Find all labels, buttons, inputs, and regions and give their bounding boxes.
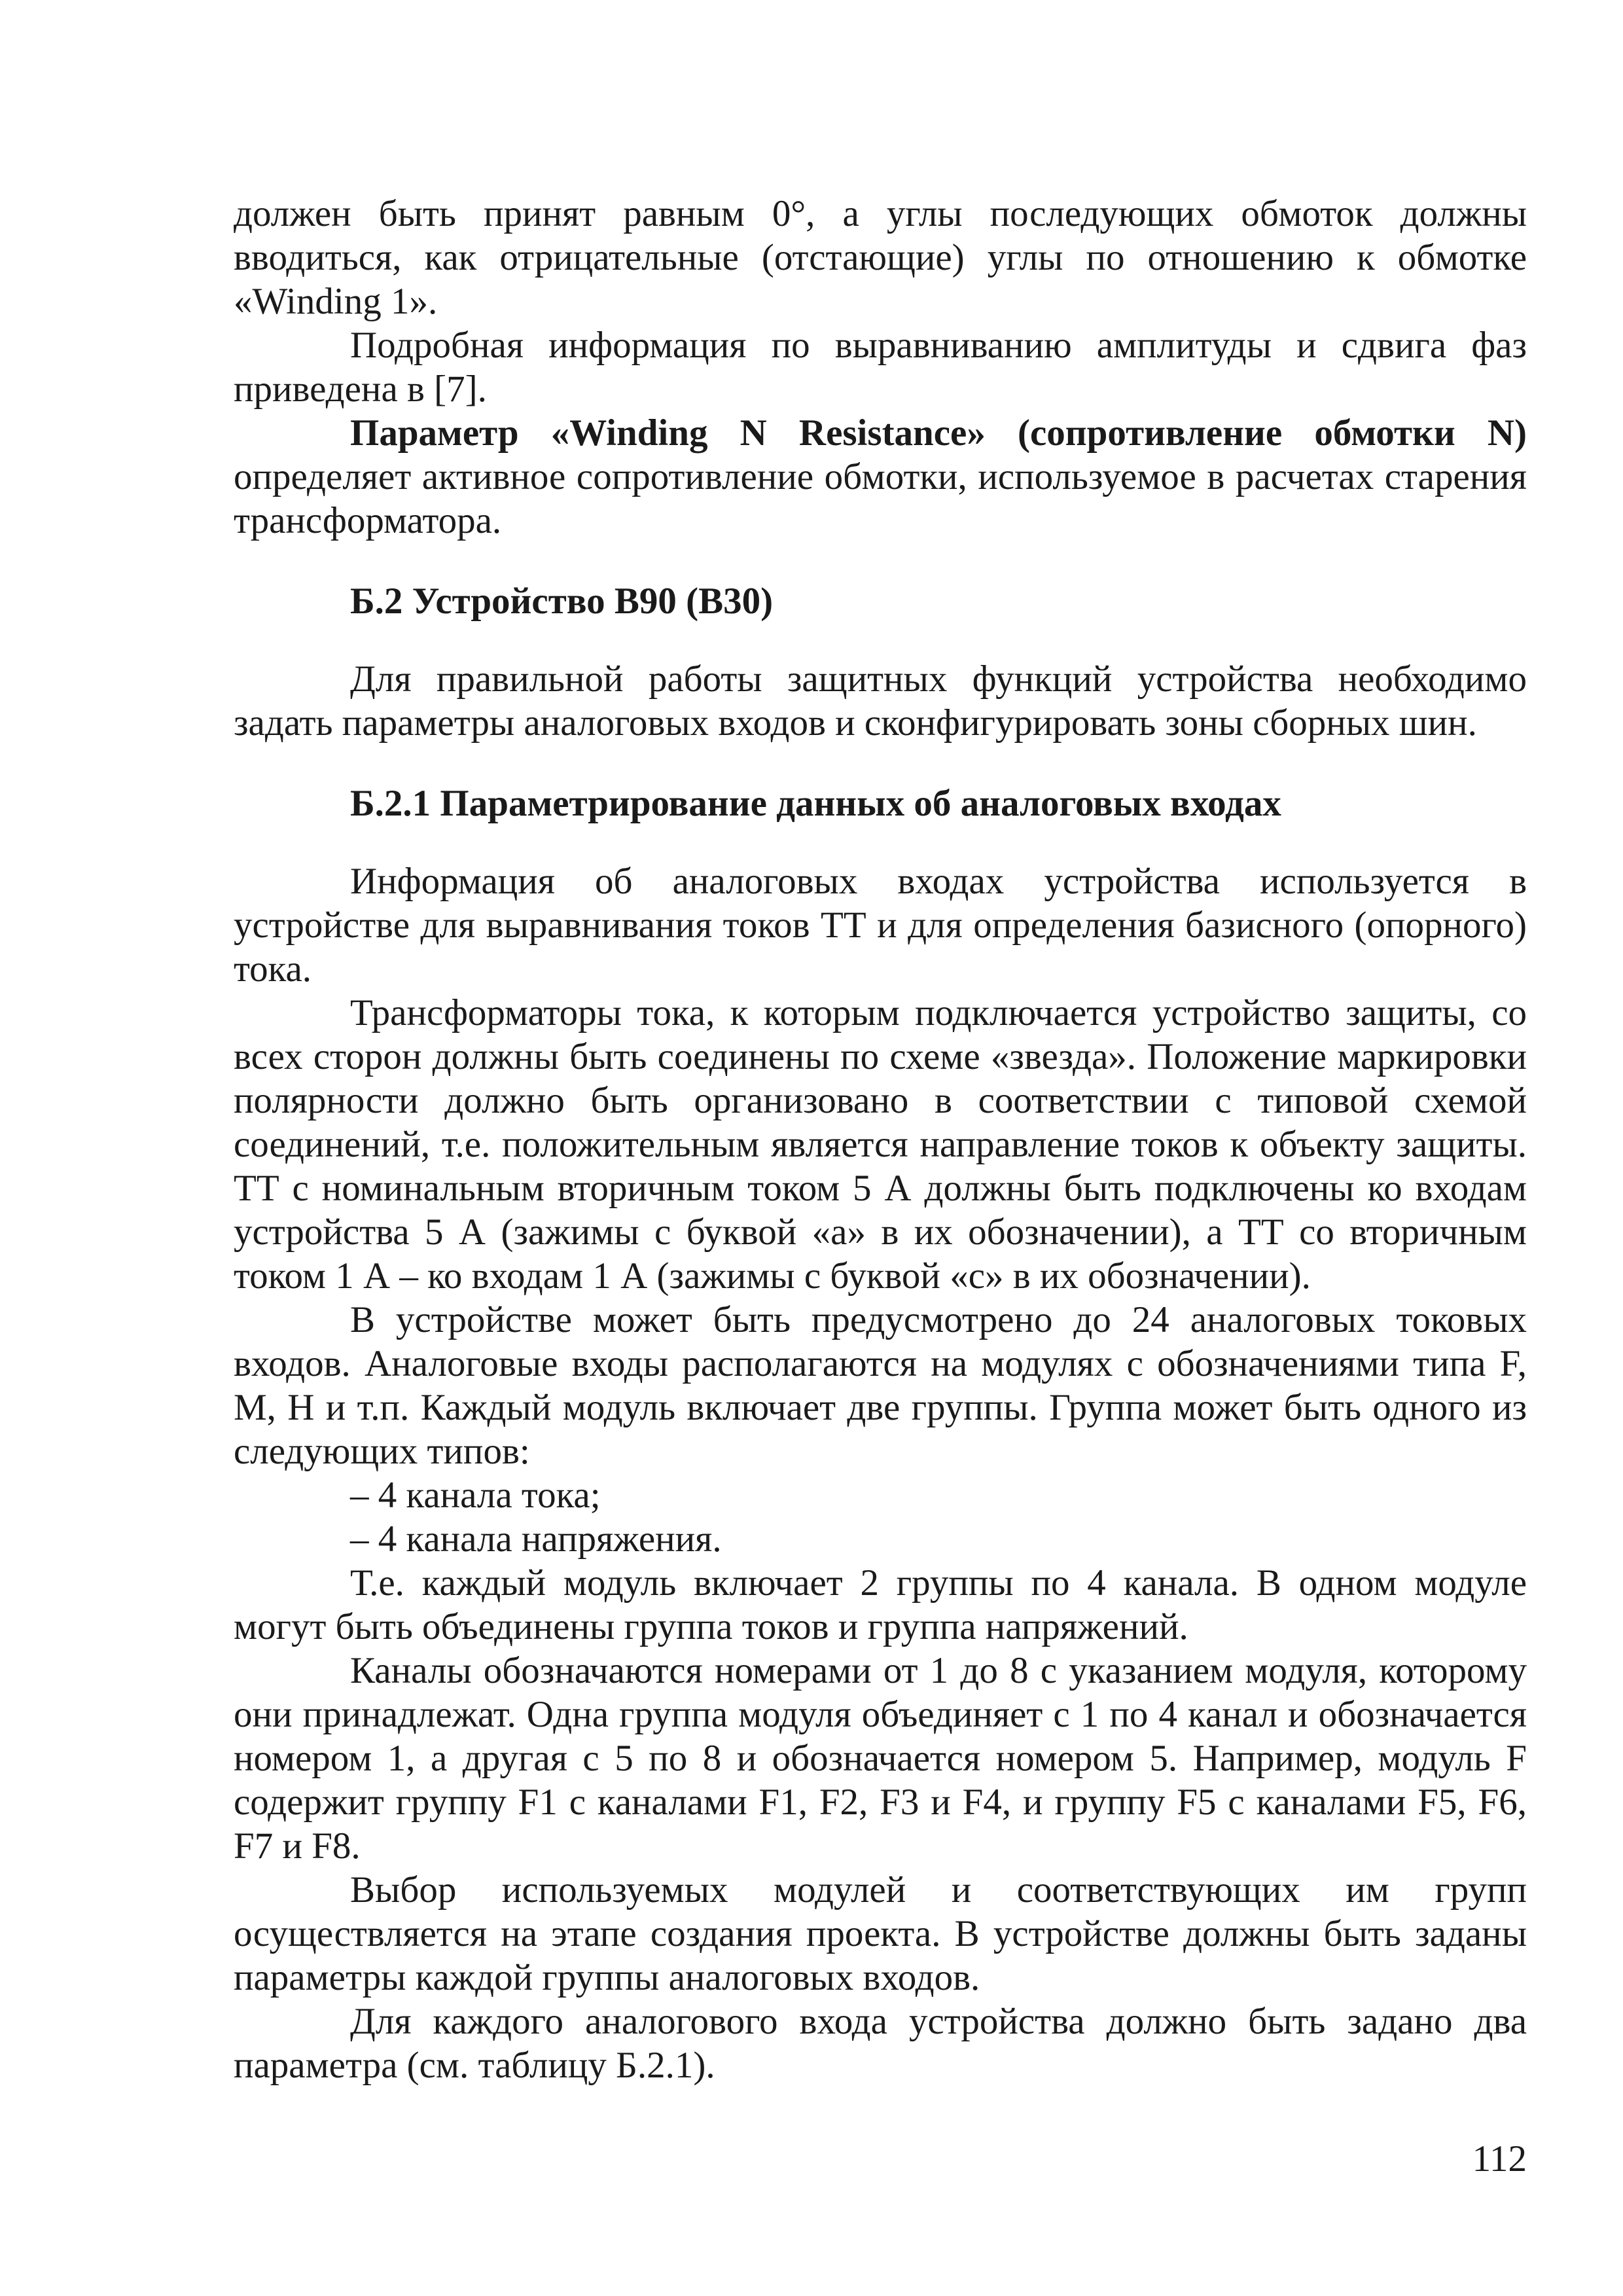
paragraph-alignment-info: Подробная информация по выравниванию амплитуды и сдвига фаз приведена в [7]. — [234, 325, 1527, 410]
winding-resistance-description: определяет активное сопротивление обмотки, используемое в расчетах старения трансформатора. — [234, 456, 1527, 541]
paragraph-input-count: В устройстве может быть предусмотрено до 24 аналоговых токовых входов. Аналоговые входы располагаются на модулях с обозначениями типа F, M, H и т.п. Каждый модуль включает две группы. Группа может быть одного из следующих типов: — [234, 1299, 1527, 1472]
paragraph-b2-intro: Для правильной работы защитных функций устройства необходимо задать параметры аналоговых входов и сконфигурировать зоны сборных шин. — [234, 658, 1527, 744]
page-number: 112 — [1472, 2138, 1527, 2179]
section-heading-b2: Б.2 Устройство B90 (B30) — [350, 581, 774, 622]
section-heading-b21: Б.2.1 Параметрирование данных об аналоговых входах — [350, 783, 1281, 824]
paragraph-module-selection: Выбор используемых модулей и соответствующих им групп осуществляется на этапе создания проекта. В устройстве должны быть заданы параметры каждой группы аналоговых входов. — [234, 1869, 1527, 1998]
paragraph-channel-numbering: Каналы обозначаются номерами от 1 до 8 с указанием модуля, которому они принадлежат. Одна группа модуля объединяет с 1 по 4 канал и обозначается номером 1, а другая с 5 по 8 и обозначается номером 5. Например, модуль F содержит группу F1 с каналами F1, F2, F3 и F4, и группу F5 с каналами F5, F6, F7 и F8. — [234, 1650, 1527, 1867]
list-item-current-channels: – 4 канала тока; — [350, 1475, 601, 1516]
paragraph-parameters-reference: Для каждого аналогового входа устройства должно быть задано два параметра (см. таблицу Б.2.1). — [234, 2001, 1527, 2086]
paragraph-winding-resistance — [234, 411, 1527, 543]
page-body — [234, 192, 1527, 2087]
paragraph-winding-angles: должен быть принят равным 0°, а углы последующих обмоток должны вводиться, как отрицательные (отстающие) углы по отношению к обмотке «Winding 1». — [234, 193, 1527, 322]
winding-resistance-term: Параметр «Winding N Resistance» (сопротивление обмотки N) — [350, 412, 1527, 454]
paragraph-analog-inputs-info: Информация об аналоговых входах устройства используется в устройстве для выравнивания токов ТТ и для определения базисного (опорного) тока. — [234, 861, 1527, 990]
list-item-voltage-channels: – 4 канала напряжения. — [350, 1518, 722, 1560]
paragraph-module-groups: Т.е. каждый модуль включает 2 группы по 4 канала. В одном модуле могут быть объединены группа токов и группа напряжений. — [234, 1562, 1527, 1647]
paragraph-current-transformers: Трансформаторы тока, к которым подключается устройство защиты, со всех сторон должны быть соединены по схеме «звезда». Положение маркировки полярности должно быть организовано в соответствии с типовой схемой соединений, т.е. положительным является направление токов к объекту защиты. ТТ с номинальным вторичным током 5 А должны быть подключены ко входам устройства 5 А (зажимы с буквой «а» в их обозначении), а ТТ со вторичным током 1 А – ко входам 1 А (зажимы с буквой «с» в их обозначении). — [234, 992, 1527, 1297]
